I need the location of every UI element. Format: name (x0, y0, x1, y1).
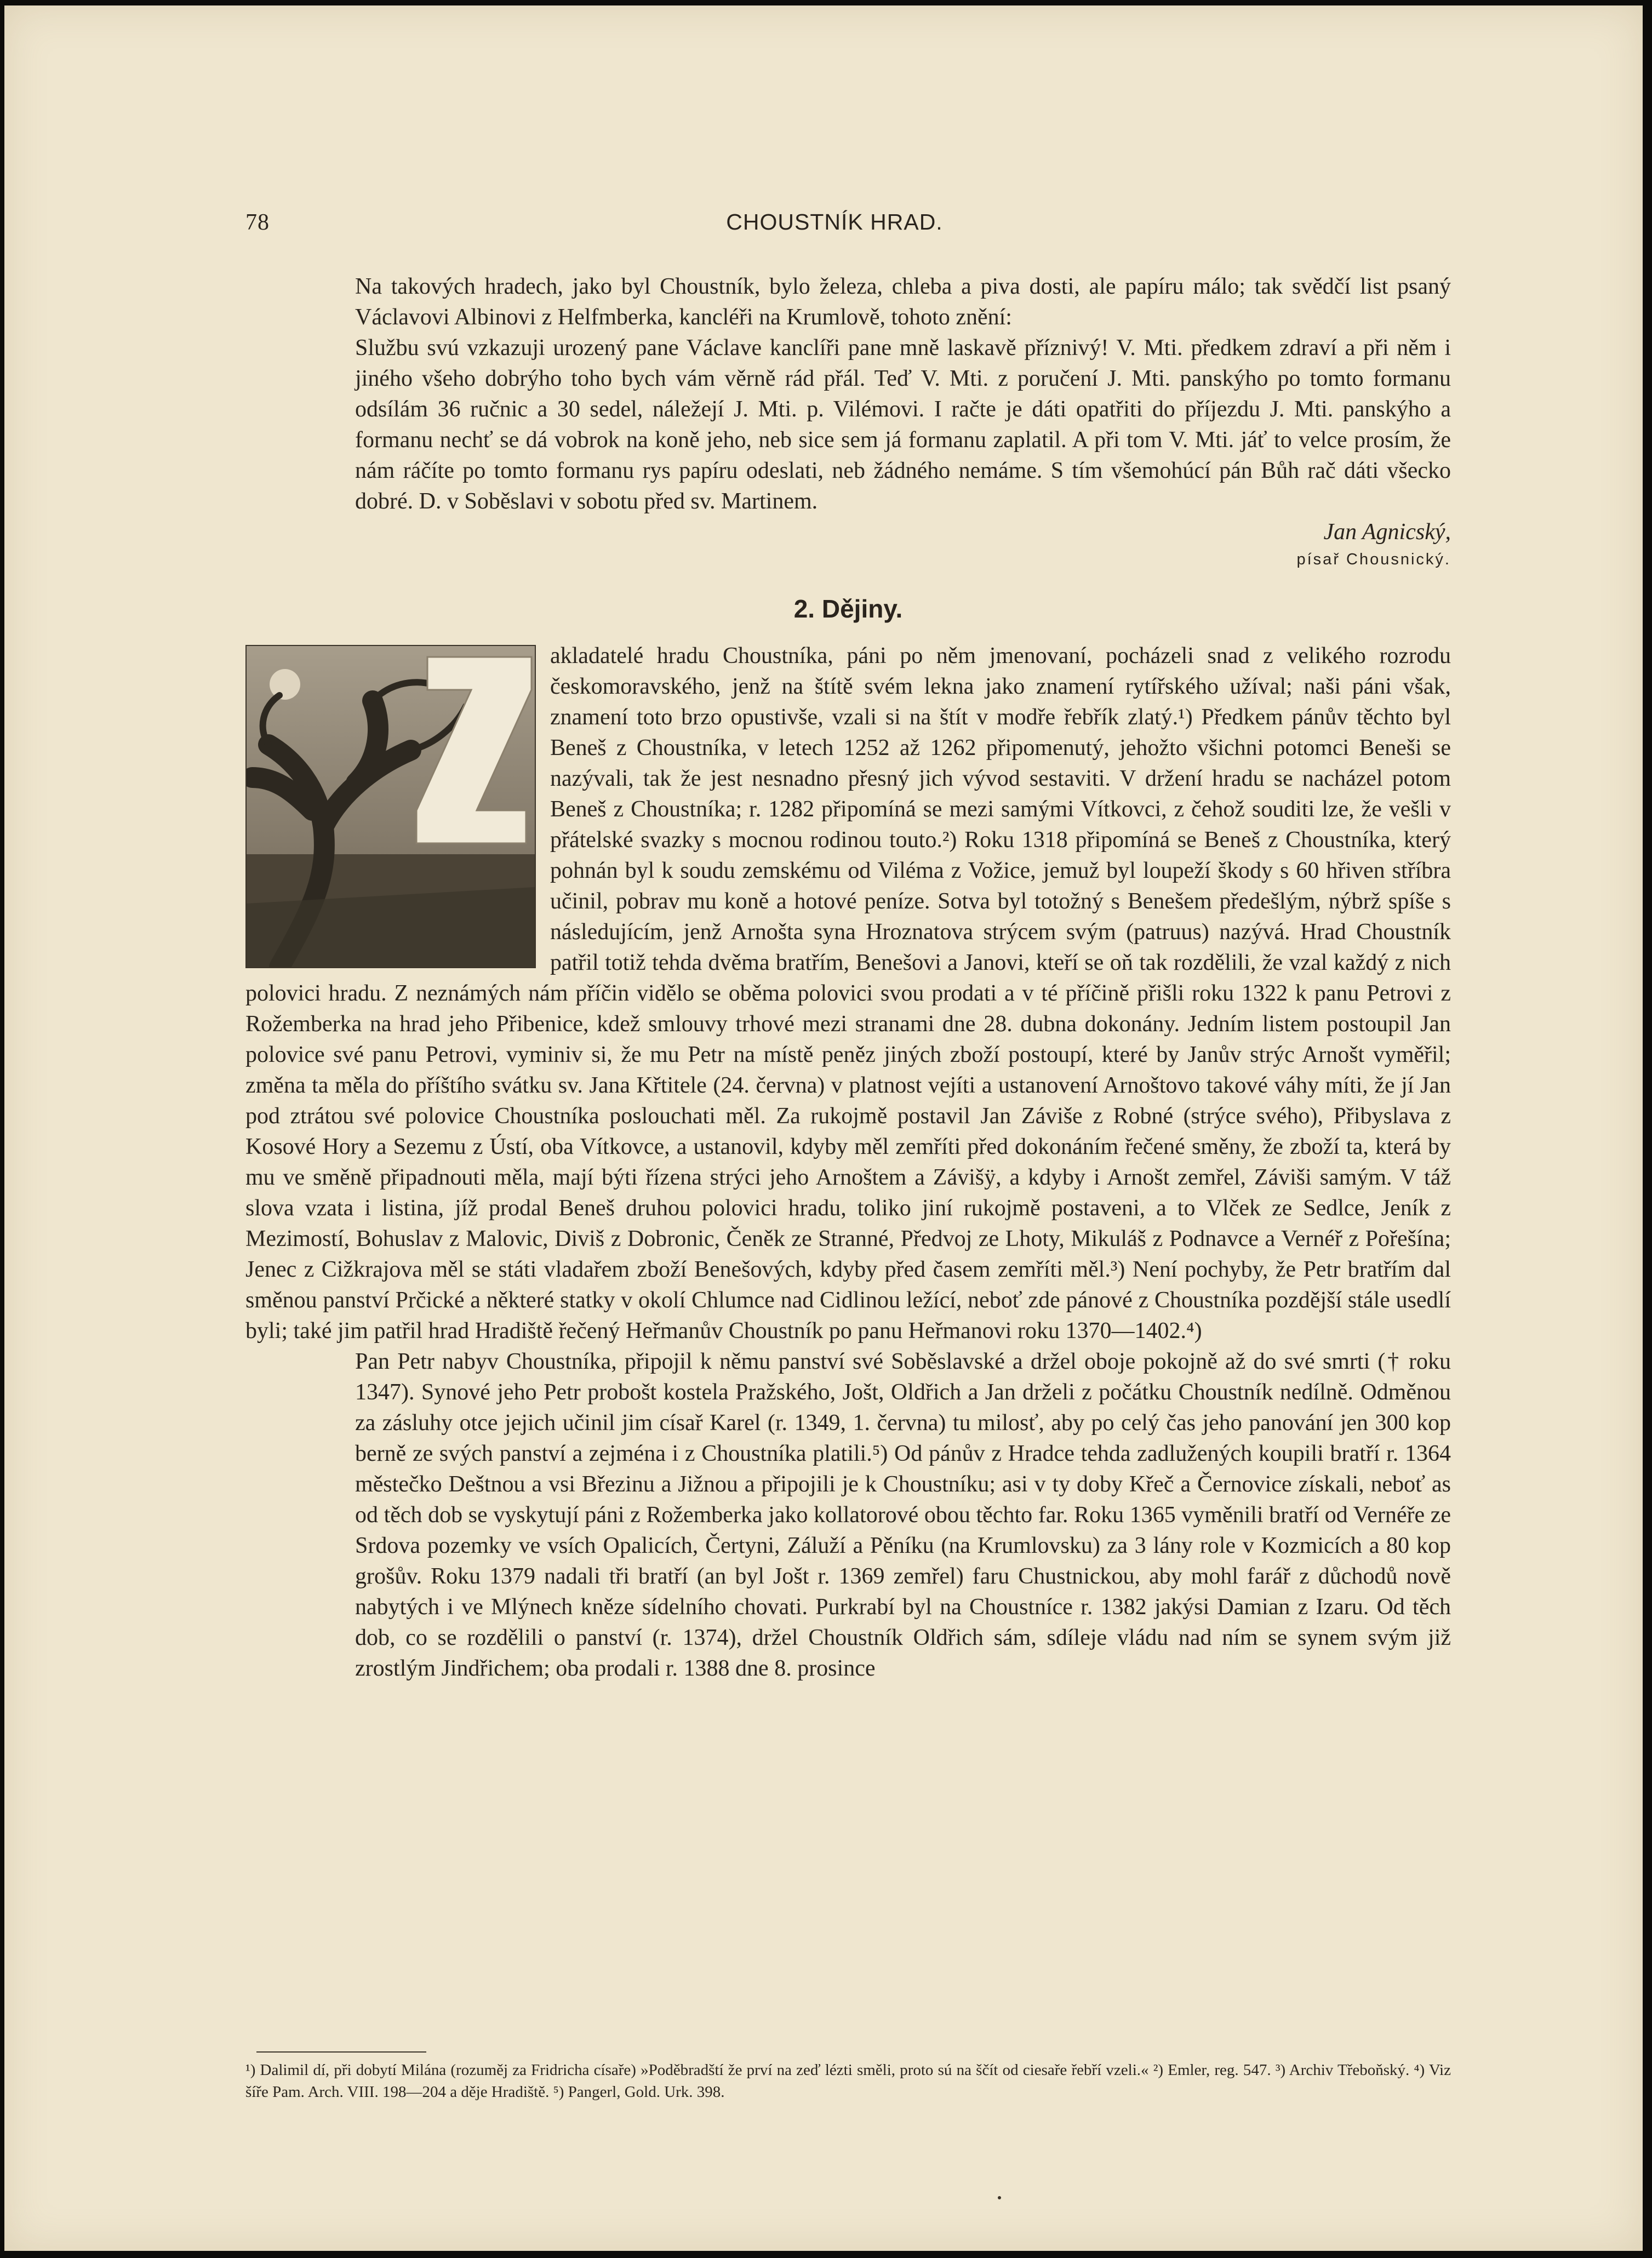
quoted-letter (245, 333, 1451, 517)
running-title: CHOUSTNÍK HRAD. (726, 209, 943, 235)
book-page (4, 5, 1643, 2251)
footnotes: ¹) Dalimil dí, při dobytí Milána (rozuměj za Fridricha císaře) »Poděbradští že prví na zeď lézti směli, proto sú na ščít od ciesaře řebří vzeli.« ²) Emler, reg. 547. ³) Archiv Třeboňský. ⁴) Viz šíře Pam. Arch. VIII. 198—204 a děje Hradiště. ⁵) Pangerl, Gold. Urk. 398. (245, 2061, 1451, 2101)
intro-paragraph: Na takových hradech, jako byl Choustník, bylo železa, chleba a piva dosti, ale papíru málo; tak svědčí list psaný Václavovi Albinovi z Helfmberka, kancléři na Krumlově, tohoto znění: (355, 274, 1451, 330)
initial-illustration (245, 645, 536, 968)
footnote-rule (256, 2051, 426, 2053)
section-heading: 2. Dějiny. (793, 594, 903, 623)
history-paragraph-2: Pan Petr nabyv Choustníka, připojil k němu panství své Soběslavské a držel oboje pokojně až do své smrti († roku 1347). Synové jeho Petr probošt kostela Pražského, Jošt, Oldřich a Jan drželi z počátku Choustník nedílně. Odměnou za zásluhy otce jejich učinil jim císař Karel (r. 1349, 1. června) tu milosť, aby po celý čas jeho panování jen 300 kop berně ze svých panství a zejména i z Choustníka platili.⁵) Od pánův z Hradce tehda zadlužených koupili bratří r. 1364 městečko Deštnou a vsi Březinu a Jižnou a připojili je k Choustníku; asi v ty doby Křeč a Černovice získali, neboť as od těch dob se vyskytují páni z Rožemberka jako kollatorové obou těchto far. Roku 1365 vyměnili bratří od Vernéře ze Srdova pozemky ve vsích Opalicích, Čertyni, Záluží a Pěníku (na Krumlovsku) za 3 lány role v Kozmicích a 80 kop grošův. Roku 1379 nadali tři bratří (an byl Jošt r. 1369 zemřel) faru Chustnickou, aby mohl farář z důchodů nově nabytých i ve Mlýnech kněze sídelního chovati. Purkrabí byl na Choustníce r. 1382 jakýsi Damian z Izaru. Od těch dob, co se rozdělili o panství (r. 1374), držel Choustník Oldřich sám, sdíleje vládu nad ním se synem svým již zrostlým Jindřichem; oba prodali r. 1388 dne 8. prosince (355, 1349, 1451, 1681)
tree-initial-z-image (247, 646, 535, 967)
page-number: 78 (245, 210, 270, 235)
history-paragraph-1: akladatelé hradu Choustníka, páni po něm jmenovaní, pocházeli snad z velikého rozrodu českomoravského, jenž na štítě svém lekna jako znamení rytířského užíval; naši páni však, znamení toto brzo opustivše, vzali si na štít v modře řebřík zlatý.¹) Předkem pánův těchto byl Beneš z Choustníka, v letech 1252 až 1262 připomenutý, jehožto všichni potomci Beneši se nazývali, tak že jest nesnadno přesný jich vývod sestaviti. V držení hradu se nacházel potom Beneš z Choustníka; r. 1282 připomíná se mezi samými Vítkovci, z čehož souditi lze, že vešli v přátelské svazky s mocnou rodinou touto.²) Roku 1318 připomíná se Beneš z Choustníka, který pohnán byl k soudu zemskému od Viléma z Vožice, jemuž byl loupeží škody s 60 hřiven stříbra učinil, pobrav mu koně a hotové peníze. Sotva byl totožný s Benešem předešlým, nýbrž spíše s následujícím, jenž Arnošta syna Hroznatova strýcem svým (patruus) nazývá. Hrad Choustník patřil totiž tehda dvěma bratřím, Benešovi a Janovi, kteří se oň tak rozdělili, že vzal každý z nich polovici hradu. Z neznámých nám příčin vidělo se oběma polovici svou prodati a v té příčině přišli roku 1322 k panu Petrovi z Rožemberka na hrad jeho Přibenice, kdež smlouvy trhové mezi stranami dne 28. dubna dokonány. Jedním listem postoupil Jan polovice své panu Petrovi, vyminiv si, že mu Petr na místě peněz jiných zboží postoupí, které by Janův strýc Arnošt vyměřil; změna ta měla do příštího svátku sv. Jana Křtitele (24. června) v platnost vejíti a ustanovení Arnoštovo takové váhy míti, že jí Jan pod ztrátou své polovice Choustníka poslouchati měl. Za rukojmě postavil Jan Záviše z Robné (strýce svého), Přibyslava z Kosové Hory a Sezemu z Ústí, oba Vítkovce, a ustanovil, kdyby měl zemříti před dokonáním řečené směny, že zboží ta, která by mu ve směně připadnouti měla, mají býti řízena strýci jeho Arnoštem a Závišÿ, a kdyby i Arnošt zemřel, Záviši samým. V táž slova vzata i listina, jíž prodal Beneš druhou polovici hradu, toliko jiní rukojmě postaveni, a to Vlček ze Sedlce, Jeník z Mezimostí, Bohuslav z Malovic, Diviš z Dobronic, Čeněk ze Stranné, Předvoj ze Lhoty, Mikuláš z Podnavce a Vernéř z Pořešína; Jenec z Cižkrajova měl se státi vladařem zboží Benešových, kdyby před časem zemříti měl.³) Není pochyby, že Petr bratřím dal směnou panství Prčické a některé statky v okolí Chlumce nad Cidlinou ležící, neboť zde pánové z Choustníka pozdější stále usedlí byli; také jim patřil hrad Hradiště řečený Heřmanův Choustník po panu Heřmanovi roku 1370—1402.⁴) (245, 643, 1451, 1344)
print-speck (998, 2196, 1001, 2199)
letter-text: Službu svú vzkazuji urozený pane Václave kanclíři pane mně laskavě příznivý! V. Mti. předkem zdraví a při něm i jiného všeho dobrýho toho bych vám věrně rád přál. Teď V. Mti. z poručení J. Mti. panskýho po tomto formanu odsílám 36 ručnic a 30 sedel, náležejí J. Mti. p. Vilémovi. I račte je dáti opatřiti do příjezdu J. Mti. panskýho a formanu nechť se dá vobrok na koně jeho, neb sice sem já formanu zaplatil. A při tom V. Mti. jáť to velce prosím, že nám ráčíte po tomto formanu rys papíru odeslati, neb žádného nemáme. S tím všemohúcí pán Bůh rač dáti všecko dobré. D. v Soběslavi v sobotu před sv. Martinem. (355, 335, 1451, 514)
signature-role: písař Chousnický. (1296, 551, 1451, 568)
body-text (245, 271, 1451, 1684)
letter-signature: Jan Agnicský, (1323, 519, 1451, 545)
